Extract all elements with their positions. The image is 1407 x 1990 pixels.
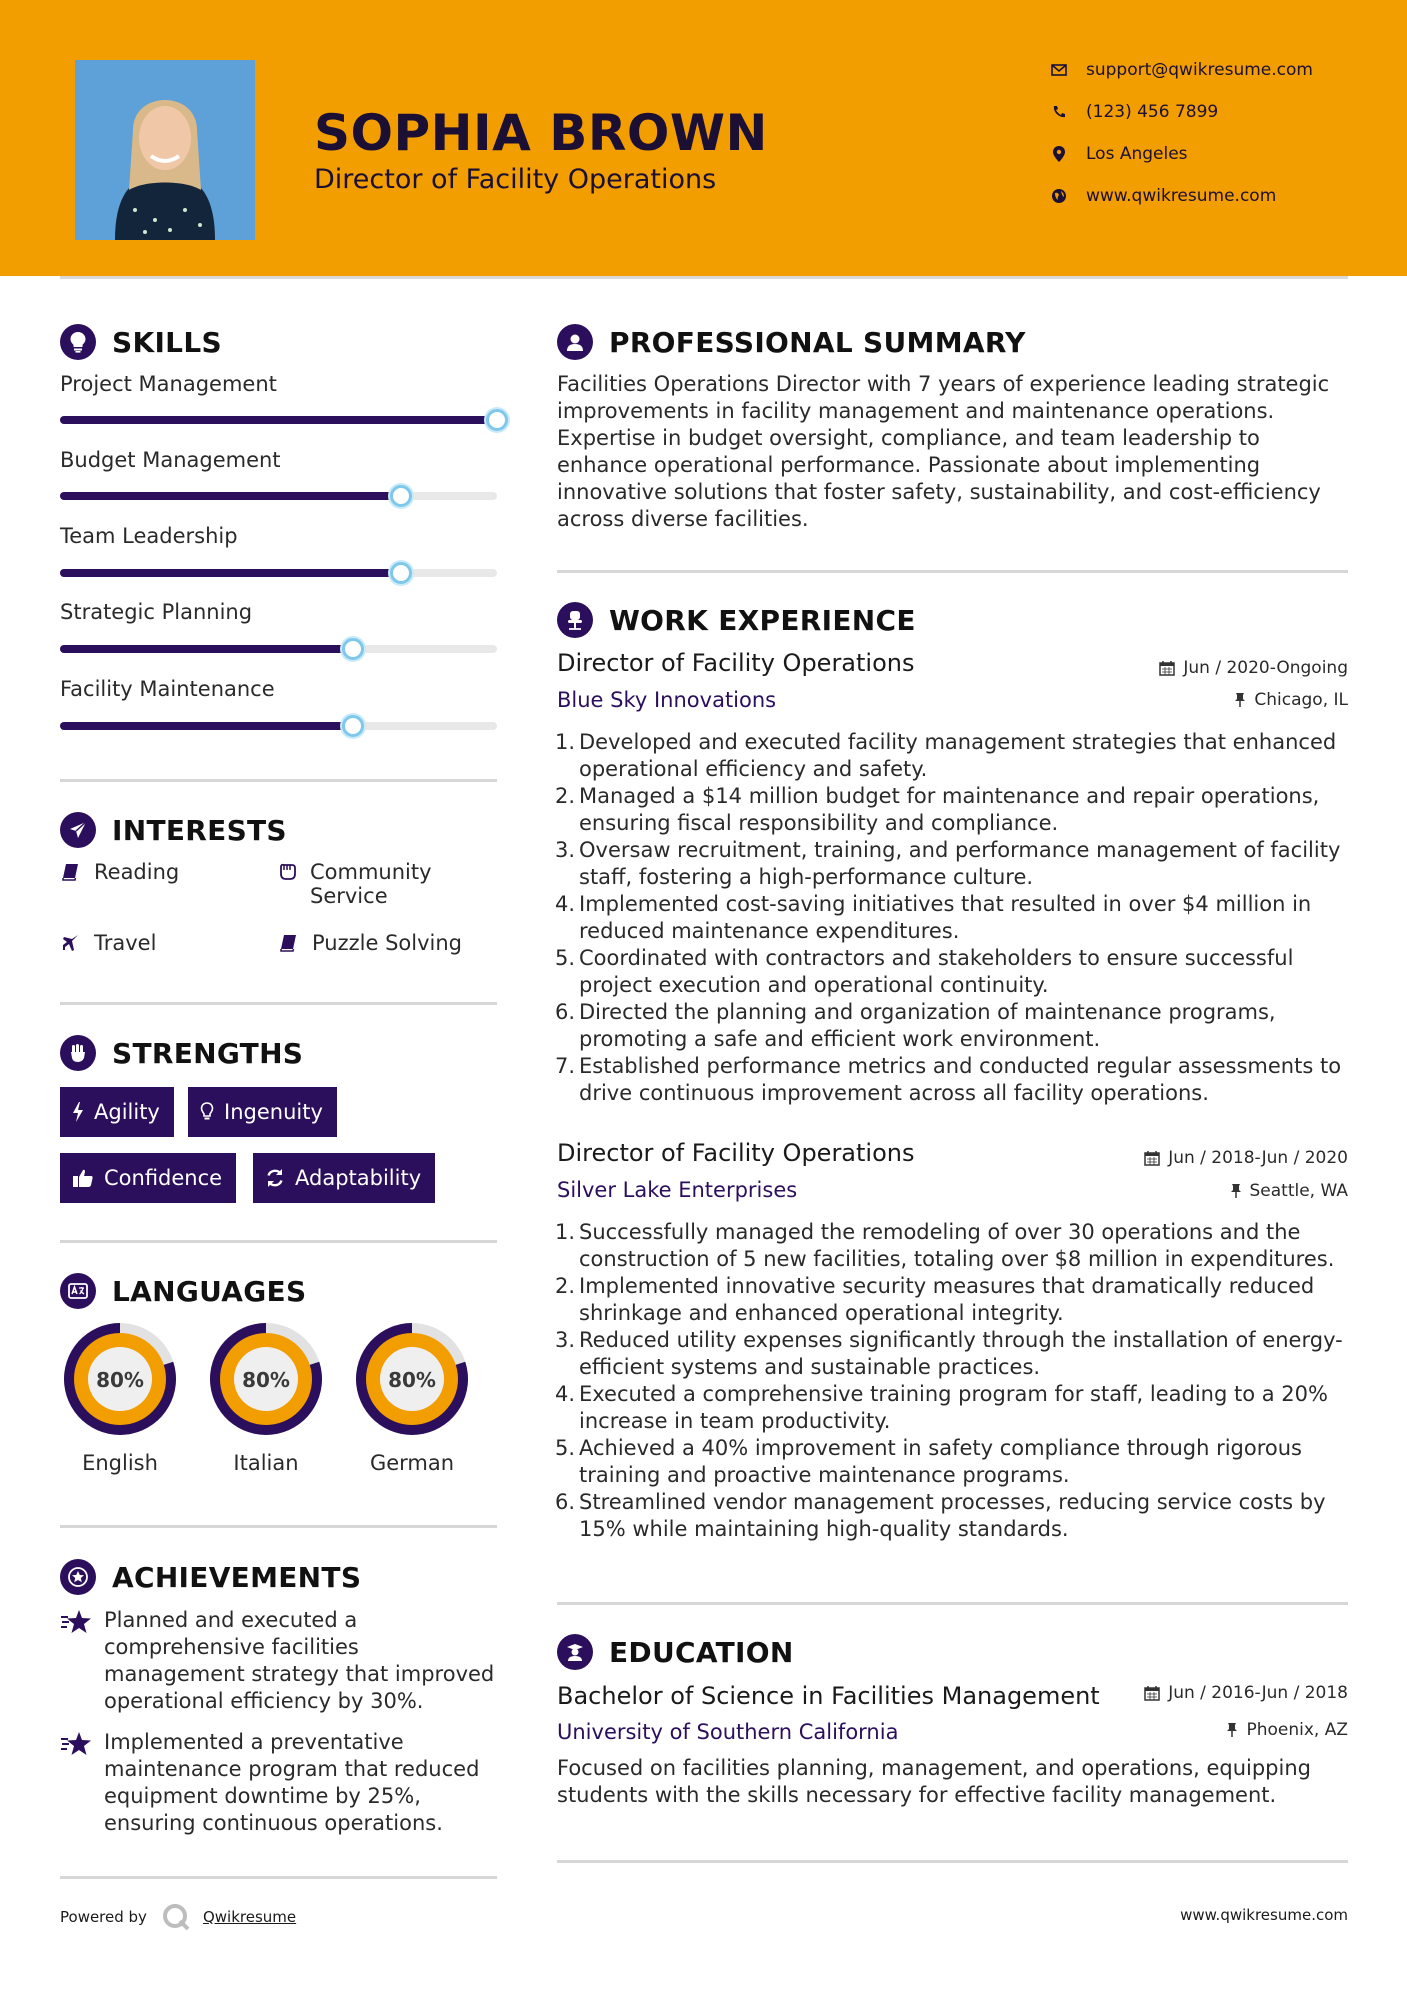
envelope-icon — [1050, 61, 1068, 79]
star-icon — [60, 1729, 92, 1837]
interest-item: Community Service — [278, 860, 448, 908]
pushpin-icon — [1230, 1183, 1242, 1199]
section-divider — [60, 1240, 497, 1243]
job-title: Director of Facility Operations — [557, 1139, 915, 1167]
section-divider — [557, 1602, 1348, 1605]
strength-badge: Adaptability — [253, 1153, 435, 1203]
list-item: 1. Successfully managed the remodeling of over 30 operations and the construction of 5 new facilities, totaling over $8 million in expenditures. — [554, 1220, 1335, 1271]
contact-email[interactable]: support@qwikresume.com — [1050, 60, 1313, 80]
list-item: 1. Developed and executed facility management strategies that enhanced operational efficiency and safety. — [554, 730, 1337, 781]
qwikresume-link[interactable]: Qwikresume — [202, 1908, 297, 1926]
job-location: Seattle, WA — [1230, 1181, 1349, 1201]
calendar-icon — [1144, 1685, 1160, 1701]
header-banner — [0, 0, 1407, 276]
plane-icon — [60, 931, 82, 955]
section-divider — [60, 1002, 497, 1005]
job-location: Chicago, IL — [1234, 690, 1348, 710]
bolt-icon — [72, 1102, 84, 1122]
languages-heading: LANGUAGES — [60, 1273, 306, 1309]
list-item: 5. Achieved a 40% improvement in safety compliance through rigorous training and proactive maintenance programs. — [554, 1436, 1302, 1487]
office-chair-icon — [557, 602, 593, 638]
skill-bar — [60, 416, 497, 424]
list-item: 6. Directed the planning and organization of maintenance programs, promoting a safe and efficient work environment. — [554, 1000, 1276, 1051]
skill-label: Strategic Planning — [60, 600, 253, 624]
skill-level-knob — [342, 638, 364, 660]
list-item: 3. Reduced utility expenses significantly through the installation of energy-efficient systems and sustainable practices. — [554, 1328, 1343, 1379]
book-icon — [278, 931, 300, 955]
skill-bar — [60, 645, 497, 653]
interests-heading: INTERESTS — [60, 812, 287, 848]
language-label: English — [82, 1451, 158, 1475]
job-dates: Jun / 2020-Ongoing — [1159, 658, 1348, 678]
strength-badge: Agility — [60, 1087, 174, 1137]
list-item: 3. Oversaw recruitment, training, and performance management of facility staff, fostering a high-performance culture. — [554, 838, 1341, 889]
list-item: 4. Executed a comprehensive training program for staff, leading to a 20% increase in team productivity. — [554, 1382, 1328, 1433]
education-location: Phoenix, AZ — [1226, 1720, 1348, 1740]
language-item — [58, 1317, 182, 1475]
language-ring — [204, 1317, 328, 1441]
candidate-title: Director of Facility Operations — [314, 164, 717, 195]
job-bullets — [553, 729, 1353, 1107]
achievement-item: Implemented a preventative maintenance program that reduced equipment downtime by 25%, ensuring continuous operations. — [60, 1729, 500, 1837]
interest-item: Reading — [60, 860, 179, 884]
skills-heading: SKILLS — [60, 324, 222, 360]
strengths-heading: STRENGTHS — [60, 1035, 303, 1071]
language-ring — [350, 1317, 474, 1441]
globe-icon — [1050, 187, 1068, 205]
strength-badge: Confidence — [60, 1153, 236, 1203]
skill-level-knob — [342, 715, 364, 737]
skill-label: Project Management — [60, 372, 277, 396]
job-dates: Jun / 2018-Jun / 2020 — [1144, 1148, 1348, 1168]
map-pin-icon — [1050, 145, 1068, 163]
qwikresume-logo-icon — [161, 1902, 191, 1932]
user-icon — [557, 324, 593, 360]
list-item: 2. Managed a $14 million budget for maintenance and repair operations, ensuring fiscal responsibility and compliance. — [554, 784, 1320, 835]
list-item: 7. Established performance metrics and conducted regular assessments to drive continuous improvement across all facility operations. — [554, 1054, 1342, 1105]
summary-text: Facilities Operations Director with 7 years of experience leading strategic improvements in facility management and maintenance operations. Expertise in budget oversight, compliance, and team leadership to enhance operational performance. Passionate about implementing innovative solutions that foster safety, sustainability, and cost-efficiency across diverse facilities. — [557, 372, 1330, 531]
hand-icon — [278, 860, 298, 908]
language-label: Italian — [233, 1451, 299, 1475]
company-name: Silver Lake Enterprises — [557, 1178, 798, 1202]
book-icon — [60, 860, 82, 884]
pushpin-icon — [1226, 1722, 1238, 1738]
star-icon — [60, 1607, 92, 1715]
education-heading: EDUCATION — [557, 1634, 794, 1670]
section-divider — [557, 570, 1348, 573]
list-item: 2. Implemented innovative security measures that dramatically reduced shrinkage and enhanced operational integrity. — [554, 1274, 1315, 1325]
skill-label: Budget Management — [60, 448, 281, 472]
achievement-item: Planned and executed a comprehensive facilities management strategy that improved operational efficiency by 30%. — [60, 1607, 500, 1715]
achievements-heading: ACHIEVEMENTS — [60, 1559, 361, 1595]
star-badge-icon — [60, 1559, 96, 1595]
skill-bar — [60, 569, 497, 577]
paper-plane-icon — [60, 812, 96, 848]
language-percent: 80% — [388, 1368, 436, 1392]
graduate-icon — [557, 1634, 593, 1670]
fist-icon — [60, 1035, 96, 1071]
language-ring — [58, 1317, 182, 1441]
section-divider — [60, 1876, 497, 1879]
calendar-icon — [1144, 1150, 1160, 1166]
lightbulb-icon — [60, 324, 96, 360]
section-divider — [60, 1525, 497, 1528]
header-divider — [60, 276, 1348, 279]
profile-photo — [75, 60, 255, 240]
contact-location: Los Angeles — [1050, 144, 1188, 164]
pushpin-icon — [1234, 692, 1246, 708]
thumbs-up-icon — [72, 1168, 94, 1188]
skill-bar — [60, 492, 497, 500]
skill-label: Facility Maintenance — [60, 677, 275, 701]
degree-title: Bachelor of Science in Facilities Management — [557, 1682, 1100, 1710]
summary-heading: PROFESSIONAL SUMMARY — [557, 324, 1026, 360]
job-bullets — [553, 1219, 1353, 1543]
translate-icon — [60, 1273, 96, 1309]
refresh-icon — [265, 1168, 285, 1188]
education-dates: Jun / 2016-Jun / 2018 — [1144, 1683, 1348, 1703]
section-divider — [60, 779, 497, 782]
company-name: Blue Sky Innovations — [557, 688, 777, 712]
skill-label: Team Leadership — [60, 524, 238, 548]
section-divider — [557, 1860, 1348, 1863]
list-item: 5. Coordinated with contractors and stakeholders to ensure successful project execution and operational continuity. — [554, 946, 1294, 997]
list-item: 6. Streamlined vendor management processes, reducing service costs by 15% while maintaining high-quality standards. — [554, 1490, 1326, 1541]
footer-website[interactable]: www.qwikresume.com — [1180, 1906, 1348, 1924]
list-item: 4. Implemented cost-saving initiatives that resulted in over $4 million in reduced maintenance expenditures. — [554, 892, 1312, 943]
footer-powered-by: Powered by Qwikresume — [60, 1902, 296, 1932]
language-label: German — [369, 1451, 455, 1475]
language-item — [204, 1317, 328, 1475]
job-title: Director of Facility Operations — [557, 649, 915, 677]
language-percent: 80% — [242, 1368, 290, 1392]
interest-item: Puzzle Solving — [278, 931, 462, 955]
school-name: University of Southern California — [557, 1720, 899, 1744]
lightbulb-icon — [200, 1102, 214, 1122]
skill-level-knob — [486, 409, 508, 431]
phone-icon — [1050, 103, 1068, 121]
education-description: Focused on facilities planning, management, and operations, equipping students with the skills necessary for effective facility management. — [557, 1756, 1311, 1807]
candidate-name: SOPHIA BROWN — [314, 104, 768, 162]
contact-phone[interactable]: (123) 456 7899 — [1050, 102, 1218, 122]
experience-heading: WORK EXPERIENCE — [557, 602, 916, 638]
interest-item: Travel — [60, 931, 156, 955]
language-item — [350, 1317, 474, 1475]
strength-badge: Ingenuity — [188, 1087, 337, 1137]
skill-level-knob — [390, 562, 412, 584]
language-percent: 80% — [96, 1368, 144, 1392]
skill-bar — [60, 722, 497, 730]
calendar-icon — [1159, 660, 1175, 676]
contact-website[interactable]: www.qwikresume.com — [1050, 186, 1276, 206]
skill-level-knob — [390, 485, 412, 507]
